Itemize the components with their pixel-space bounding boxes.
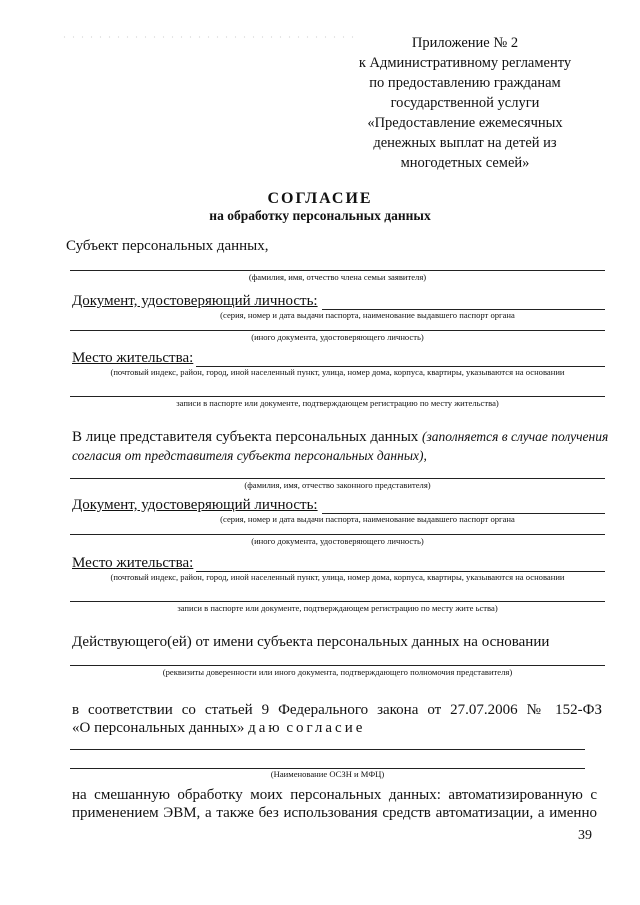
representative-residence-line-2[interactable] xyxy=(70,601,605,602)
law-name: «О персональных данных» xyxy=(72,720,245,736)
document-title: СОГЛАСИЕ xyxy=(267,190,373,207)
processing-line: на смешанную обработку моих персональных данных: автоматизированную с xyxy=(72,787,597,803)
subject-residence-caption: (почтовый индекс, район, город, иной населенный пункт, улица, номер дома, корпуса, квартиры, указываются на основании xyxy=(110,367,565,377)
subject-residence-line-2[interactable] xyxy=(70,396,605,397)
representative-residence-caption-2: записи в паспорте или документе, подтверждающем регистрацию по месту жите ьства) xyxy=(177,603,498,613)
representative-name-line[interactable] xyxy=(70,478,605,479)
law-reference-line-2 xyxy=(72,720,365,737)
representative-label-main: В лице представителя субъекта персональных данных xyxy=(72,429,419,445)
acting-basis-line[interactable] xyxy=(70,665,605,666)
representative-doc-caption: (серия, номер и дата выдачи паспорта, наименование выдавшего паспорт органа xyxy=(220,514,515,524)
representative-label xyxy=(72,429,608,446)
subject-residence-label: Место жительства: xyxy=(72,350,194,366)
representative-doc-line-2[interactable] xyxy=(70,534,605,535)
organization-caption: (Наименование ОСЗН и МФЦ) xyxy=(270,769,385,779)
representative-note-2: согласия от представителя субъекта персональных данных), xyxy=(72,448,427,463)
appendix-line: Приложение № 2 xyxy=(411,35,519,51)
subject-doc-caption-2: (иного документа, удостоверяющего личность) xyxy=(251,332,424,342)
appendix-line: по предоставлению гражданам xyxy=(369,75,561,91)
law-give: даю xyxy=(248,720,283,736)
acting-basis-caption: (реквизиты доверенности или иного документа, подтверждающего полномочия представителя) xyxy=(162,667,513,677)
acting-label: Действующего(ей) от имени субъекта персональных данных на основании xyxy=(72,634,550,650)
appendix-line: «Предоставление ежемесячных xyxy=(367,115,563,131)
representative-residence-caption: (почтовый индекс, район, город, иной населенный пункт, улица, номер дома, корпуса, квартиры, указываются на основании xyxy=(110,572,565,582)
page-number: 39 xyxy=(578,828,592,843)
scan-artifact xyxy=(60,36,360,38)
law-consent: согласие xyxy=(286,720,366,736)
appendix-line: государственной услуги xyxy=(390,95,540,111)
appendix-header xyxy=(340,33,590,173)
subject-name-line[interactable] xyxy=(70,270,605,271)
law-reference-line: в соответствии со статьей 9 Федерального закона от 27.07.2006 № 152-ФЗ xyxy=(72,702,602,718)
subject-doc-caption: (серия, номер и дата выдачи паспорта, наименование выдавшего паспорт органа xyxy=(220,310,515,320)
representative-doc-caption-2: (иного документа, удостоверяющего личность) xyxy=(251,536,424,546)
appendix-line: многодетных семей» xyxy=(400,155,530,171)
subject-residence-caption-2: записи в паспорте или документе, подтверждающем регистрацию по месту жительства) xyxy=(176,398,499,408)
representative-doc-label: Документ, удостоверяющий личность: xyxy=(72,497,318,513)
document-subtitle: на обработку персональных данных xyxy=(209,208,431,223)
subject-label: Субъект персональных данных, xyxy=(66,238,269,254)
appendix-line: к Административному регламенту xyxy=(358,55,572,71)
representative-note: (заполняется в случае получения xyxy=(422,429,609,444)
subject-name-caption: (фамилия, имя, отчество члена семьи заявителя) xyxy=(248,272,427,282)
subject-doc-label: Документ, удостоверяющий личность: xyxy=(72,293,318,309)
organization-line[interactable] xyxy=(70,749,585,750)
representative-name-caption: (фамилия, имя, отчество законного представителя) xyxy=(244,480,431,490)
appendix-line: денежных выплат на детей из xyxy=(373,135,557,151)
representative-residence-label: Место жительства: xyxy=(72,555,194,571)
subject-doc-line-2[interactable] xyxy=(70,330,605,331)
processing-line-2: применением ЭВМ, а также без использования средств автоматизации, а именно xyxy=(72,805,597,821)
